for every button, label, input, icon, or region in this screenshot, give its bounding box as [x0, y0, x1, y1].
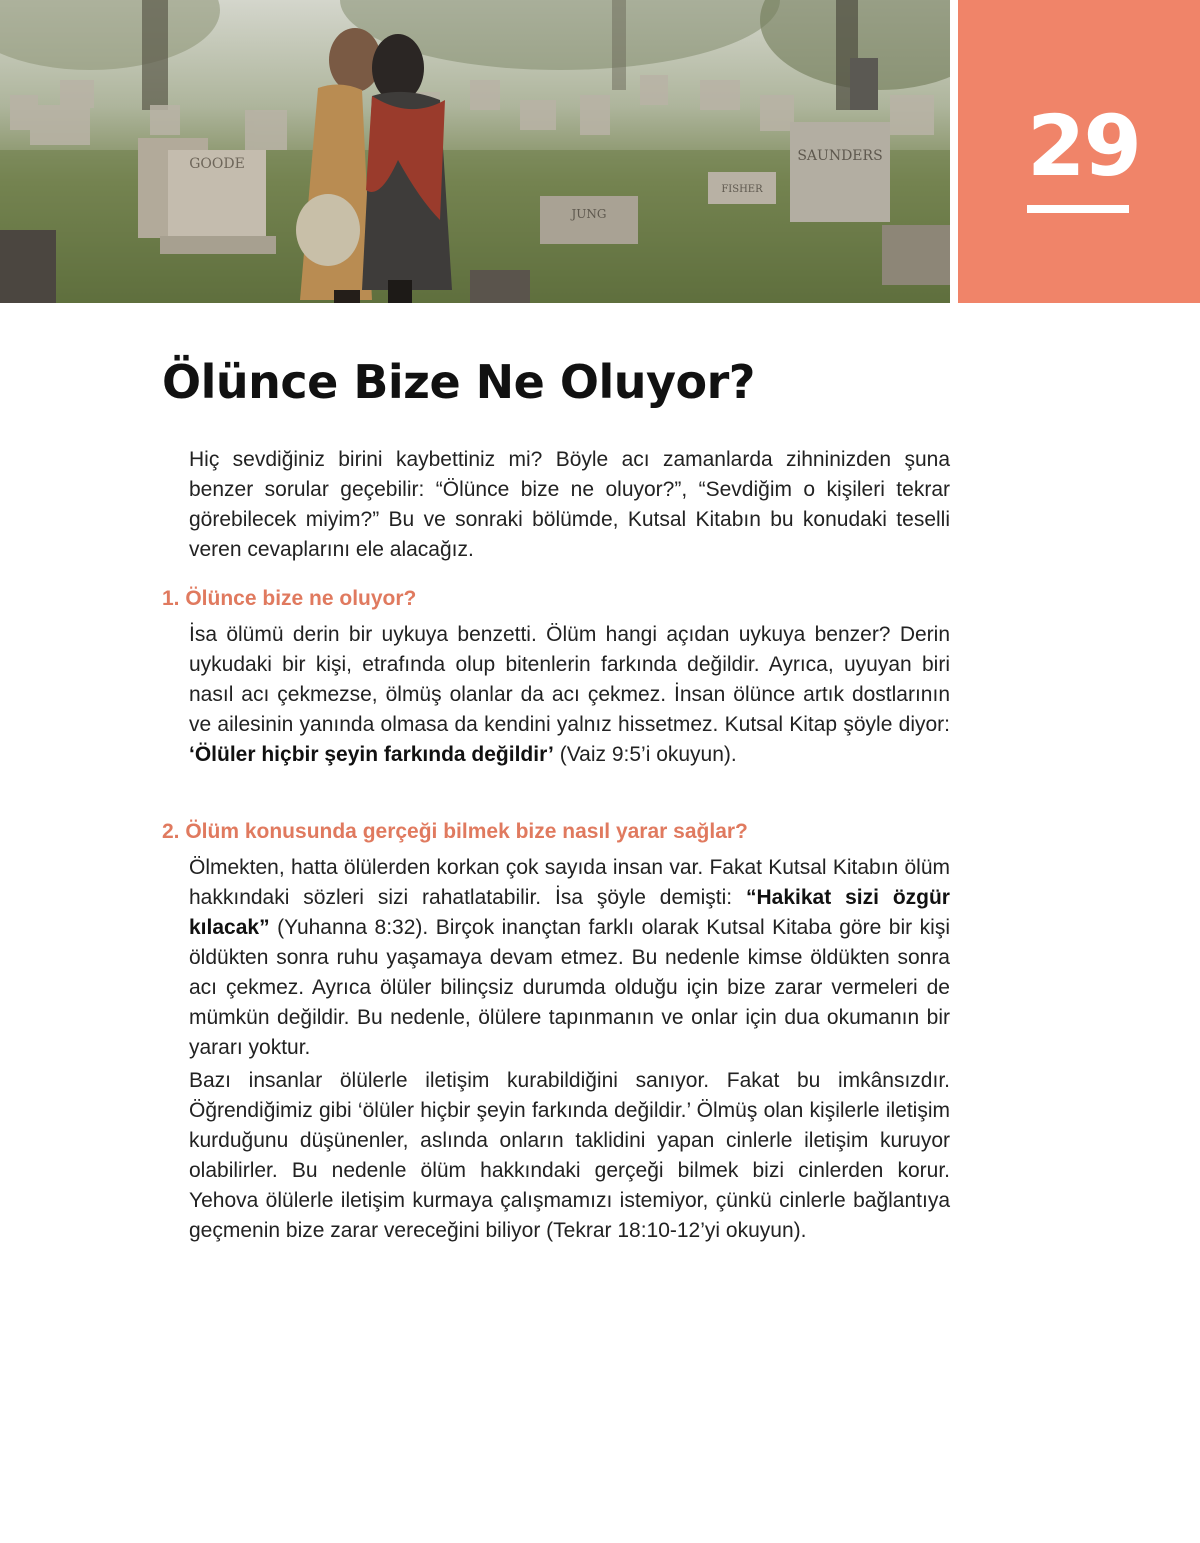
chapter-number-underline — [1027, 205, 1129, 213]
stone-label-fisher: FISHER — [721, 184, 763, 195]
question-1-heading: 1. Ölünce bize ne oluyor? — [162, 587, 417, 610]
cemetery-illustration — [0, 0, 950, 303]
answer-1-text-a: İsa ölümü derin bir uykuya benzetti. Ölüm hangi açıdan uykuya benzer? Derin uykudaki bir kişi, etrafında olup bitenlerin farkında değildir. Ayrıca, uyuyan biri nasıl acı çekmezse, ölmüş olanlar da acı çekmez. İnsan ölünce artık dostlarının ve ailesinin yanında olmasa da kendini yalnız hissetmez. Kutsal Kitap şöyle diyor: — [189, 623, 950, 736]
answer-1-text-b: (Vaiz 9:5’i okuyun). — [553, 743, 737, 766]
chapter-number: 29 — [1027, 97, 1140, 195]
answer-2-paragraph-2: Bazı insanlar ölülerle iletişim kurabildiğini sanıyor. Fakat bu imkânsızdır. Öğrendiğimiz gibi ‘ölüler hiçbir şeyin farkında değildir.’ Ölmüş olan kişilerle iletişim kurduğunu düşünenler, aslında onların taklidini yapan cinlerle iletişim kuruyor olabilirler. Bu nedenle ölüm hakkındaki gerçeği bilmek bizi cinlerden korur. Yehova ölülerle iletişim kurmaya çalışmamızı istemiyor, çünkü cinlerle bağlantıya geçmenin bize zarar vereceğini biliyor (Tekrar 18:10-12’yi okuyun). — [189, 1069, 950, 1242]
answer-1-scripture-quote: ‘Ölüler hiçbir şeyin farkında değildir’ — [189, 743, 554, 766]
answer-2-text-b: (Yuhanna 8:32). Birçok inançtan farklı olarak Kutsal Kitaba göre bir kişi öldükten sonra ruhu yaşamaya devam etmez. Bu nedenle kimse öldükten sonra acı çekmez. Ayrıca ölüler bilinçsiz durumda olduğu için bize zarar vermeleri de mümkün değildir. Bu nedenle, ölülere tapınmanın ve onlar için dua okumanın bir yararı yoktur. — [189, 916, 950, 1059]
answer-2-scripture-quote: “Hakikat sizi özgür kılacak” — [189, 886, 950, 939]
stone-label-saunders: SAUNDERS — [797, 148, 883, 164]
answer-2-paragraph — [189, 853, 950, 1063]
page-title: Ölünce Bize Ne Oluyor? — [162, 355, 755, 409]
hero-photo — [0, 0, 950, 303]
stone-label-goode: GOODE — [189, 156, 245, 172]
answer-1-paragraph — [189, 620, 950, 770]
intro-paragraph: Hiç sevdiğiniz birini kaybettiniz mi? Böyle acı zamanlarda zihninizden şuna benzer sorular geçebilir: “Ölünce bize ne oluyor?”, “Sevdiğim o kişileri tekrar görebilecek miyim?” Bu ve sonraki bölümde, Kutsal Kitabın bu konudaki teselli veren cevaplarını ele alacağız. — [189, 448, 950, 561]
stone-label-jung: JUNG — [571, 207, 607, 221]
question-2-heading: 2. Ölüm konusunda gerçeği bilmek bize nasıl yarar sağlar? — [162, 820, 748, 843]
answer-2-text-a: Ölmekten, hatta ölülerden korkan çok sayıda insan var. Fakat Kutsal Kitabın ölüm hakkındaki sözleri sizi rahatlatabilir. İsa şöyle demişti: — [189, 856, 950, 909]
